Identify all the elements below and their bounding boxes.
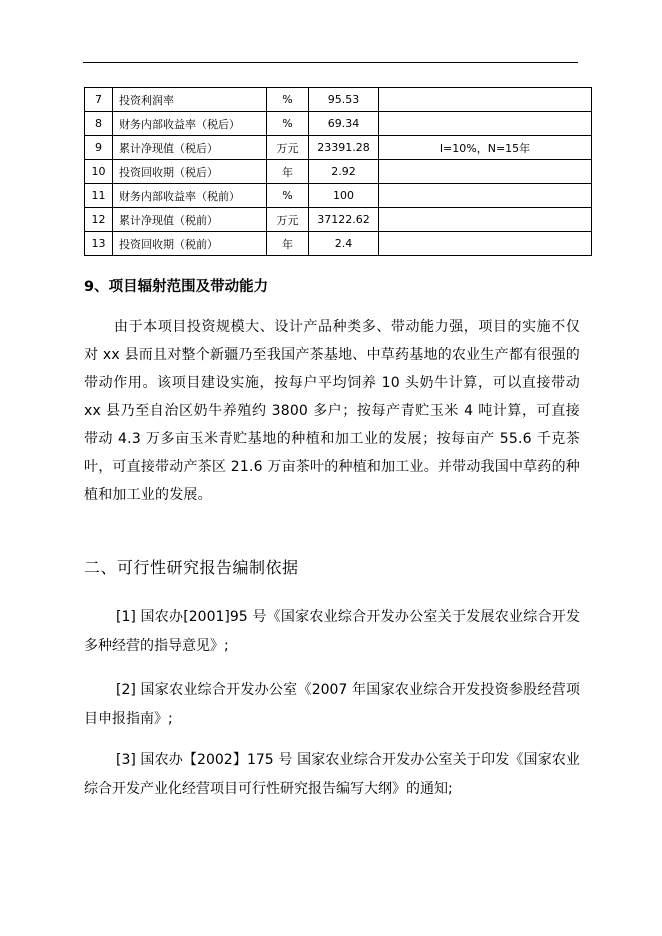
indicator-name: 投资利润率 xyxy=(113,88,267,112)
chapter-heading: 二、可行性研究报告编制依据 xyxy=(84,558,299,577)
unit: 年 xyxy=(267,232,309,256)
table-row xyxy=(85,184,592,208)
value: 2.92 xyxy=(309,160,379,184)
note xyxy=(379,160,592,184)
value: 69.34 xyxy=(309,112,379,136)
row-number: 7 xyxy=(85,88,113,112)
row-number: 9 xyxy=(85,136,113,160)
row-number: 12 xyxy=(85,208,113,232)
note xyxy=(379,184,592,208)
indicator-name: 累计净现值（税前） xyxy=(113,208,267,232)
financial-indicators-table xyxy=(84,87,592,256)
value: 37122.62 xyxy=(309,208,379,232)
reference-item: [3] 国农办【2002】175 号 国家农业综合开发办公室关于印发《国家农业综合开发产业化经营项目可行性研究报告编写大纲》的通知; xyxy=(84,752,580,797)
table-row xyxy=(85,112,592,136)
unit: % xyxy=(267,184,309,208)
value: 100 xyxy=(309,184,379,208)
reference-item: [2] 国家农业综合开发办公室《2007 年国家农业综合开发投资参股经营项目申报指南》; xyxy=(84,682,580,727)
row-number: 10 xyxy=(85,160,113,184)
indicator-name: 累计净现值（税后） xyxy=(113,136,267,160)
note xyxy=(379,232,592,256)
table-row xyxy=(85,160,592,184)
table-row xyxy=(85,136,592,160)
row-number: 13 xyxy=(85,232,113,256)
unit: 万元 xyxy=(267,136,309,160)
section-heading: 9、项目辐射范围及带动能力 xyxy=(84,279,269,295)
reference-item: [1] 国农办[2001]95 号《国家农业综合开发办公室关于发展农业综合开发多种经营的指导意见》; xyxy=(84,609,580,654)
indicator-name: 财务内部收益率（税后） xyxy=(113,112,267,136)
value: 2.4 xyxy=(309,232,379,256)
table-row xyxy=(85,88,592,112)
value: 23391.28 xyxy=(309,136,379,160)
note xyxy=(379,88,592,112)
row-number: 8 xyxy=(85,112,113,136)
value: 95.53 xyxy=(309,88,379,112)
note xyxy=(379,208,592,232)
indicator-name: 投资回收期（税前） xyxy=(113,232,267,256)
row-number: 11 xyxy=(85,184,113,208)
unit: 万元 xyxy=(267,208,309,232)
body-paragraph: 由于本项目投资规模大、设计产品种类多、带动能力强，项目的实施不仅对 xx 县而且对整个新疆乃至我国产茶基地、中草药基地的农业生产都有很强的带动作用。该项目建设实施，按每户平均饲养 10 头奶牛计算，可以直接带动 xx 县乃至自治区奶牛养殖约 3800 多户；按每产青贮玉米 4 吨计算，可直接带动 4.3 万多亩玉米青贮基地的种植和加工业的发展；按每亩产 55.6 千克茶叶，可直接带动产茶区 21.6 万亩茶叶的种植和加工业。并带动我国中草药的种植和加工业的发展。 xyxy=(84,319,580,503)
note: I=10%，N=15年 xyxy=(379,136,592,160)
indicator-name: 投资回收期（税后） xyxy=(113,160,267,184)
note xyxy=(379,112,592,136)
indicator-name: 财务内部收益率（税前） xyxy=(113,184,267,208)
unit: 年 xyxy=(267,160,309,184)
header-rule xyxy=(83,62,578,63)
table-row xyxy=(85,232,592,256)
table-row xyxy=(85,208,592,232)
unit: % xyxy=(267,88,309,112)
unit: % xyxy=(267,112,309,136)
